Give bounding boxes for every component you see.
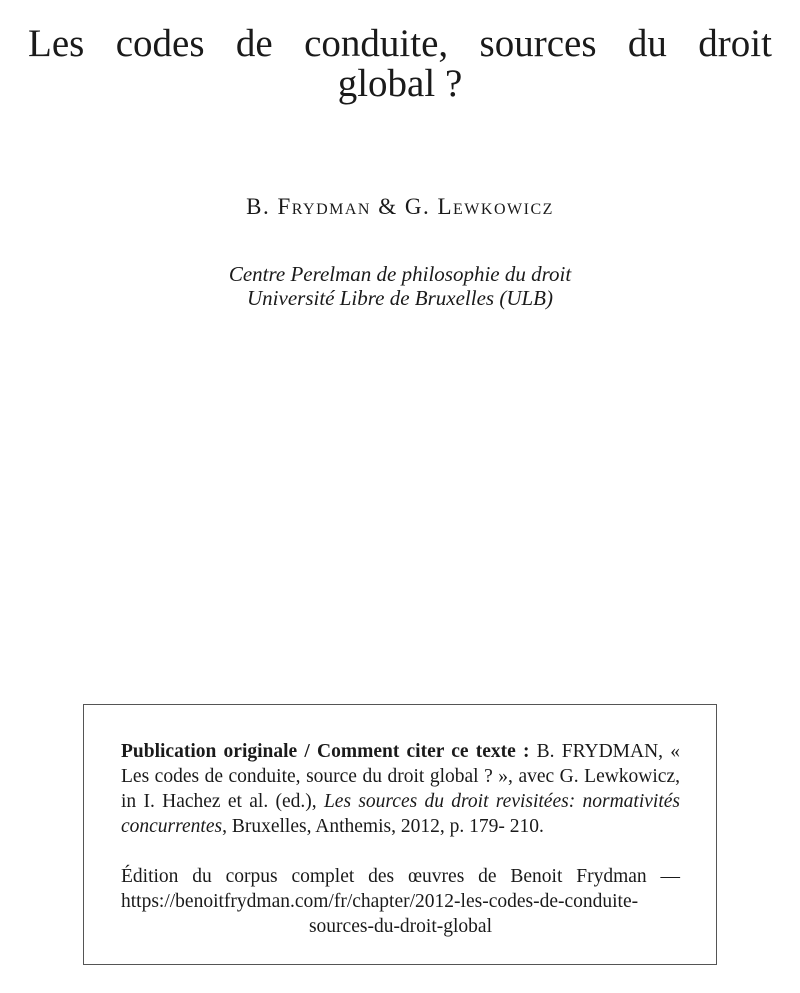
title-word: du — [627, 22, 667, 65]
authors: B. Frydman & G. Lewkowicz — [246, 194, 554, 219]
affiliation-line-1: Centre Perelman de philosophie du droit — [228, 262, 572, 286]
citation-heading: Publication originale / Comment citer ce texte : — [121, 741, 530, 762]
affiliation-line-2: Université Libre de Bruxelles (ULB) — [247, 286, 553, 310]
title-word: sources — [479, 22, 597, 65]
affiliation — [0, 262, 800, 310]
title-line-1 — [28, 24, 772, 64]
citation-box — [83, 704, 717, 965]
title-word: droit — [698, 22, 772, 65]
title-word: codes — [115, 22, 205, 65]
title-line-2: global ? — [337, 62, 463, 105]
citation-text: B. FRYDMAN, « Les codes de conduite, source du droit global ? », avec G. Lewkowicz, in I. Hachez et al. (ed.), — [121, 741, 680, 812]
citation-paragraph — [121, 739, 680, 839]
paper-title — [28, 24, 772, 104]
edition-note: Édition du corpus complet des œuvres de Benoit Frydman — https://benoitfrydman.com/fr/chapter/2012-les-codes-de-conduite-sources-du-droit-global — [121, 866, 680, 937]
title-word: de — [235, 22, 273, 65]
title-word: Les — [28, 22, 85, 65]
citation-publisher: , Bruxelles, Anthemis, 2012, p. 179- 210. — [222, 816, 544, 837]
citation-book-title: Les sources du droit revisitées: normativités concurrentes — [121, 791, 680, 837]
title-word: conduite, — [304, 22, 449, 65]
